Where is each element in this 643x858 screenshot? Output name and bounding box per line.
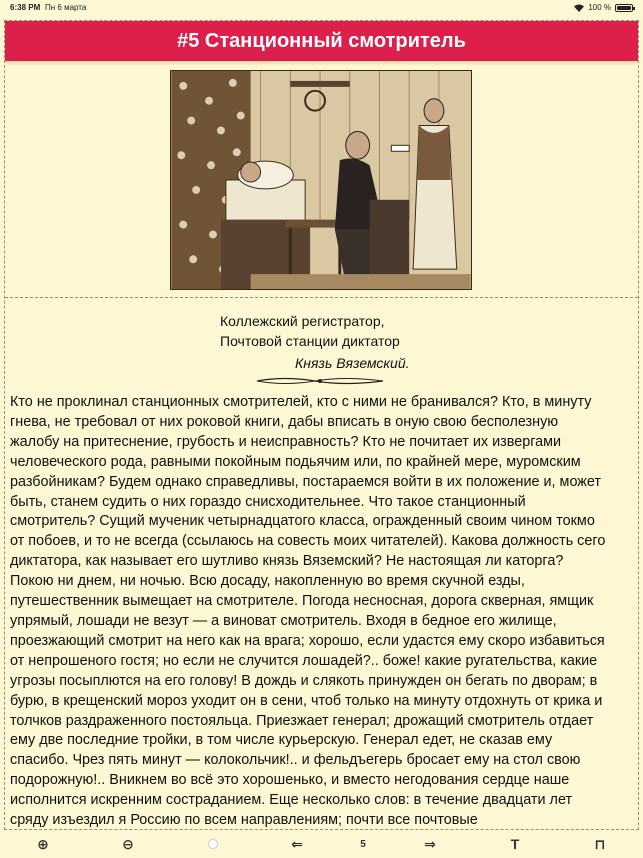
- next-page-button[interactable]: ⇒: [424, 835, 436, 852]
- prev-page-button[interactable]: ⇐: [291, 835, 303, 852]
- epigraph-line-1: Коллежский регистратор,: [220, 313, 385, 329]
- chapter-header: [5, 21, 638, 61]
- wifi-icon: [574, 4, 584, 12]
- progress-dot[interactable]: [203, 833, 223, 855]
- slider-handle-icon[interactable]: [208, 839, 218, 849]
- header-shadow: [5, 61, 638, 66]
- chapter-title: #5 Станционный смотритель: [177, 29, 466, 52]
- epigraph-line-2: Почтовой станции диктатор: [220, 333, 400, 349]
- zoom-out-icon[interactable]: ⊖: [122, 835, 134, 852]
- reader-toolbar: [0, 830, 643, 858]
- battery-percent: 100 %: [588, 3, 611, 12]
- status-bar: [0, 0, 643, 16]
- chapter-text: [10, 393, 610, 831]
- status-time: 6:38 PM: [10, 3, 41, 12]
- epigraph: [220, 311, 520, 371]
- chapter-illustration: [170, 70, 472, 290]
- zoom-in-icon[interactable]: ⊕: [37, 835, 49, 852]
- flourish-ornament: [255, 374, 385, 388]
- paragraph: Кто не проклинал станционных смотрителей, кто с ними не бранивался? Кто, в минуту гнева, не требовал от них роковой книги, дабы вписать в оную свою бесполезную жалобу на притеснение, грубость и неисправность? Кто не почитает их извергами человеческого рода, равными покойным подьячим или, по крайней мере, муромским разбойникам? Будем однако справедливы, постараемся войти в их положение и, может быть, станем судить о них гораздо снисходительнее. Что такое станционный смотритель? Сущий мученик четырнадцатого класса, огражденный своим чином токмо от побоев, и то не всегда (ссылаюсь на совесть моих читателей). Какова должность сего диктатора, как называет его шутливо князь Вяземский? Не настоящая ли каторга? Покою ни днем, ни ночью. Всю досаду, накопленную во время скучной езды, путешественник вымещает на смотрителе. Погода несносная, дорога скверная, ямщик упрямый, лошади не везут — а виноват смотритель. Входя в бедное его жилище, проезжающий смотрит на него как на врага; хорошо, если удастся ему скоро избавиться от непрошеного гостя; но если не случится лошадей?.. боже! какие ругательства, какие угрозы посыплются на его голову! В дождь и слякоть принужден он бегать по дворам; в бурю, в крещенский мороз уходит он в сени, чтоб только на минуту отдохнуть от крика и толчков раздраженного постояльца. Приезжает генерал; дрожащий смотритель отдает ему две последние тройки, в том числе курьерскую. Генерал едет, не сказав ему спасибо. Чрез пять минут — колокольчик!.. и фельдъегерь бросает ему на стол свою подорожную!.. Вникнем во всё это хорошенько, и вместо негодования сердце наше исполнится искренним состраданием. Еще несколько слов: в течение двадцати лет сряду изъездил я Россию по всем направлениям; почти все почтовые: [10, 394, 606, 829]
- epigraph-author: Князь Вяземский.: [295, 355, 410, 371]
- page-number: 5: [360, 838, 366, 850]
- battery-icon: [615, 4, 633, 12]
- bookmark-icon[interactable]: ⊓: [594, 835, 606, 852]
- font-settings-icon[interactable]: T: [510, 836, 520, 852]
- status-right: [574, 3, 633, 12]
- status-date: Пн 6 марта: [45, 3, 87, 12]
- section-divider: [5, 297, 638, 298]
